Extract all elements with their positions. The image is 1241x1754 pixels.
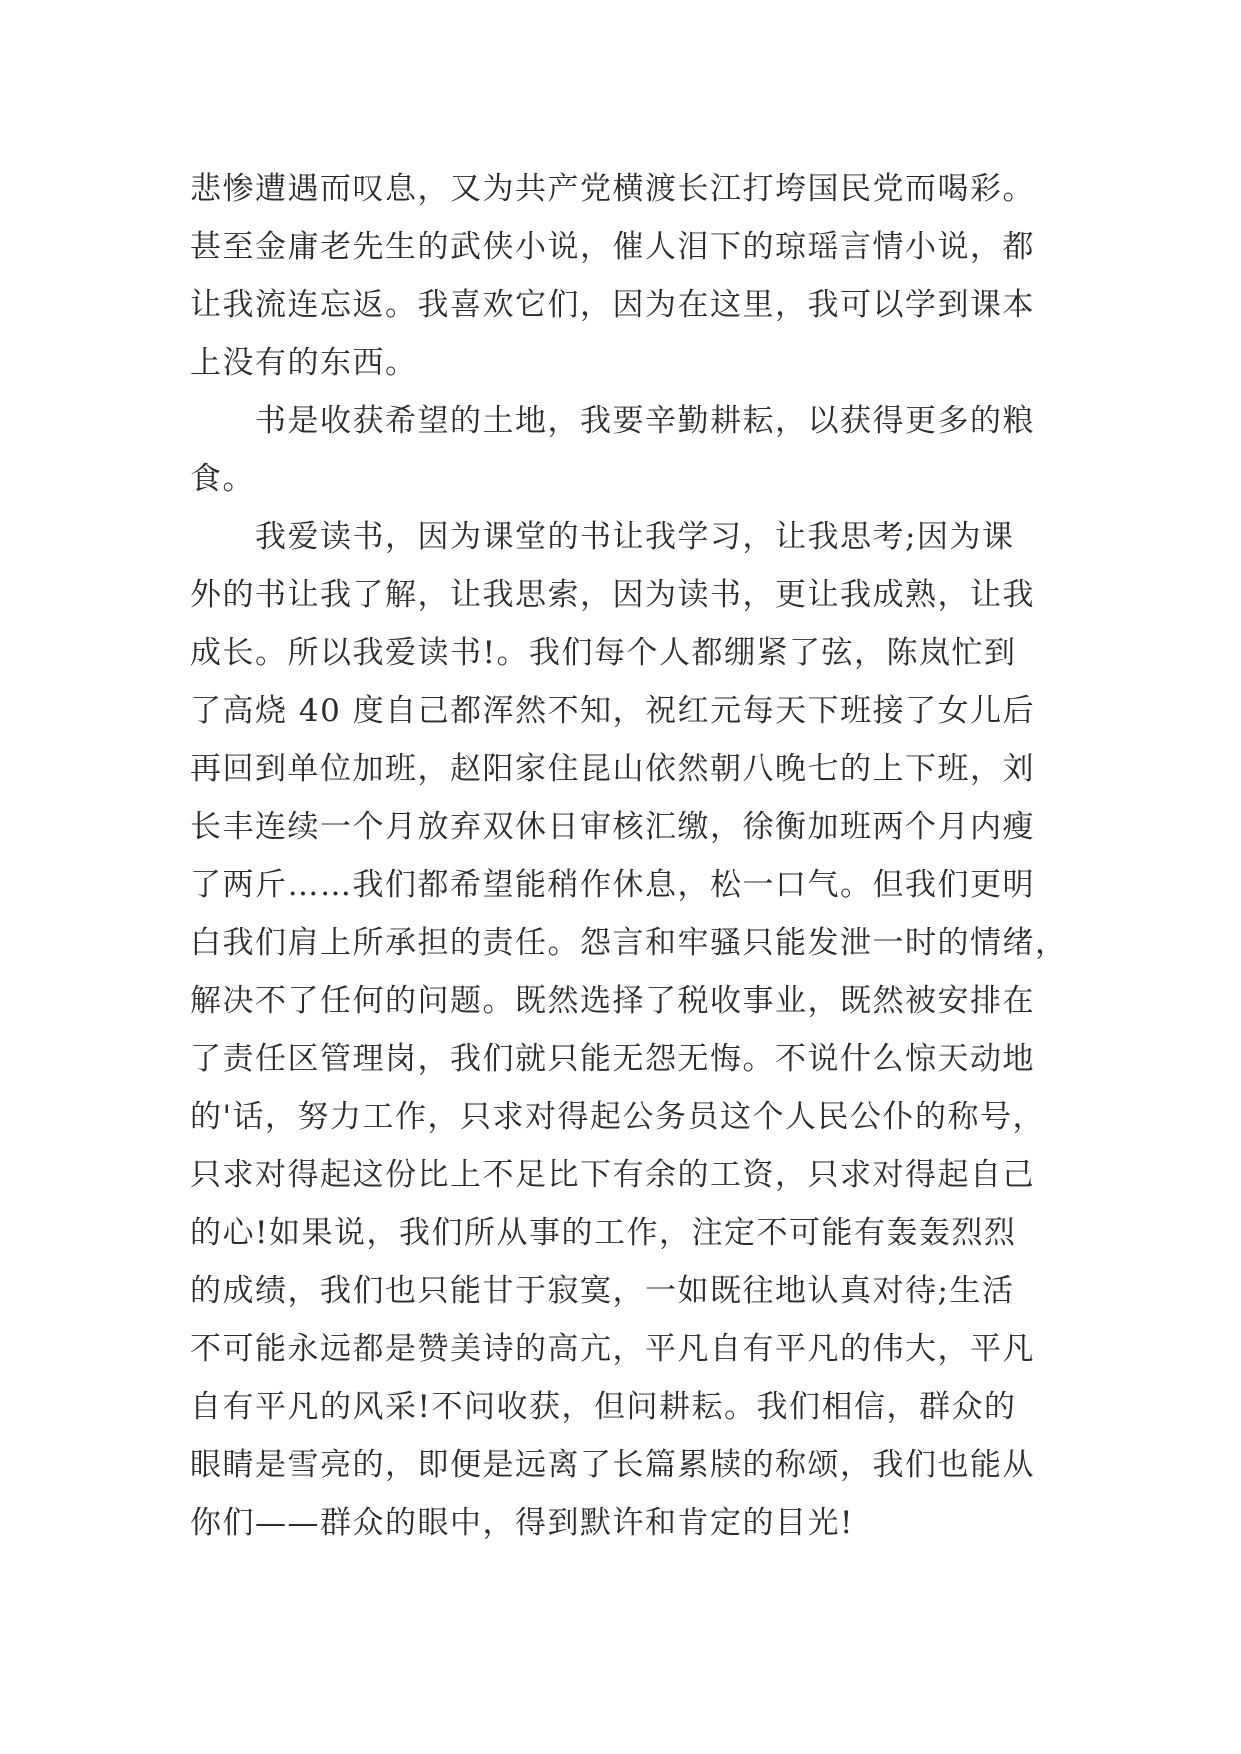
text-line: 了高烧 40 度自己都浑然不知，祝红元每天下班接了女儿后 <box>190 693 1036 729</box>
text-line: 的心!如果说，我们所从事的工作，注定不可能有轰轰烈烈 <box>190 1215 1017 1251</box>
text-line: 了责任区管理岗，我们就只能无怨无悔。不说什么惊天动地 <box>190 1041 1035 1077</box>
text-line: 解决不了任何的问题。既然选择了税收事业，既然被安排在 <box>190 983 1035 1019</box>
text-line: 长丰连续一个月放弃双休日审核汇缴，徐衡加班两个月内瘦 <box>190 809 1035 845</box>
text-line: 再回到单位加班，赵阳家住昆山依然朝八晚七的上下班，刘 <box>190 751 1035 787</box>
text-line: 成长。所以我爱读书!。我们每个人都绷紧了弦，陈岚忙到 <box>190 635 1017 671</box>
text-line: 外的书让我了解，让我思索，因为读书，更让我成熟，让我 <box>190 577 1035 613</box>
body-text <box>190 160 1070 1552</box>
text-line: 悲惨遭遇而叹息，又为共产党横渡长江打垮国民党而喝彩。 <box>190 171 1035 207</box>
paragraph-start-line: 书是收获希望的土地，我要辛勤耕耘，以获得更多的粮 <box>255 403 1035 439</box>
paragraph-start-line: 我爱读书，因为课堂的书让我学习，让我思考;因为课 <box>255 519 1015 555</box>
text-line: 不可能永远都是赞美诗的高亢，平凡自有平凡的伟大，平凡 <box>190 1331 1035 1367</box>
text-line: 的'话，努力工作，只求对得起公务员这个人民公仆的称号， <box>190 1099 1046 1135</box>
text-line: 眼睛是雪亮的，即便是远离了长篇累牍的称颂，我们也能从 <box>190 1447 1035 1483</box>
text-line: 让我流连忘返。我喜欢它们，因为在这里，我可以学到课本 <box>190 287 1035 323</box>
text-line: 食。 <box>190 461 255 497</box>
text-line: 只求对得起这份比上不足比下有余的工资，只求对得起自己 <box>190 1157 1035 1193</box>
text-line: 白我们肩上所承担的责任。怨言和牢骚只能发泄一时的情绪， <box>190 925 1068 961</box>
text-line: 自有平凡的风采!不问收获，但问耕耘。我们相信，群众的 <box>190 1389 1017 1425</box>
text-line: 的成绩，我们也只能甘于寂寞，一如既往地认真对待;生活 <box>190 1273 1015 1309</box>
text-line: 上没有的东西。 <box>190 345 418 381</box>
text-line: 甚至金庸老先生的武侠小说，催人泪下的琼瑶言情小说，都 <box>190 229 1035 265</box>
text-line: 你们——群众的眼中，得到默许和肯定的目光! <box>190 1505 854 1541</box>
text-line: 了两斤……我们都希望能稍作休息，松一口气。但我们更明 <box>190 867 1035 903</box>
